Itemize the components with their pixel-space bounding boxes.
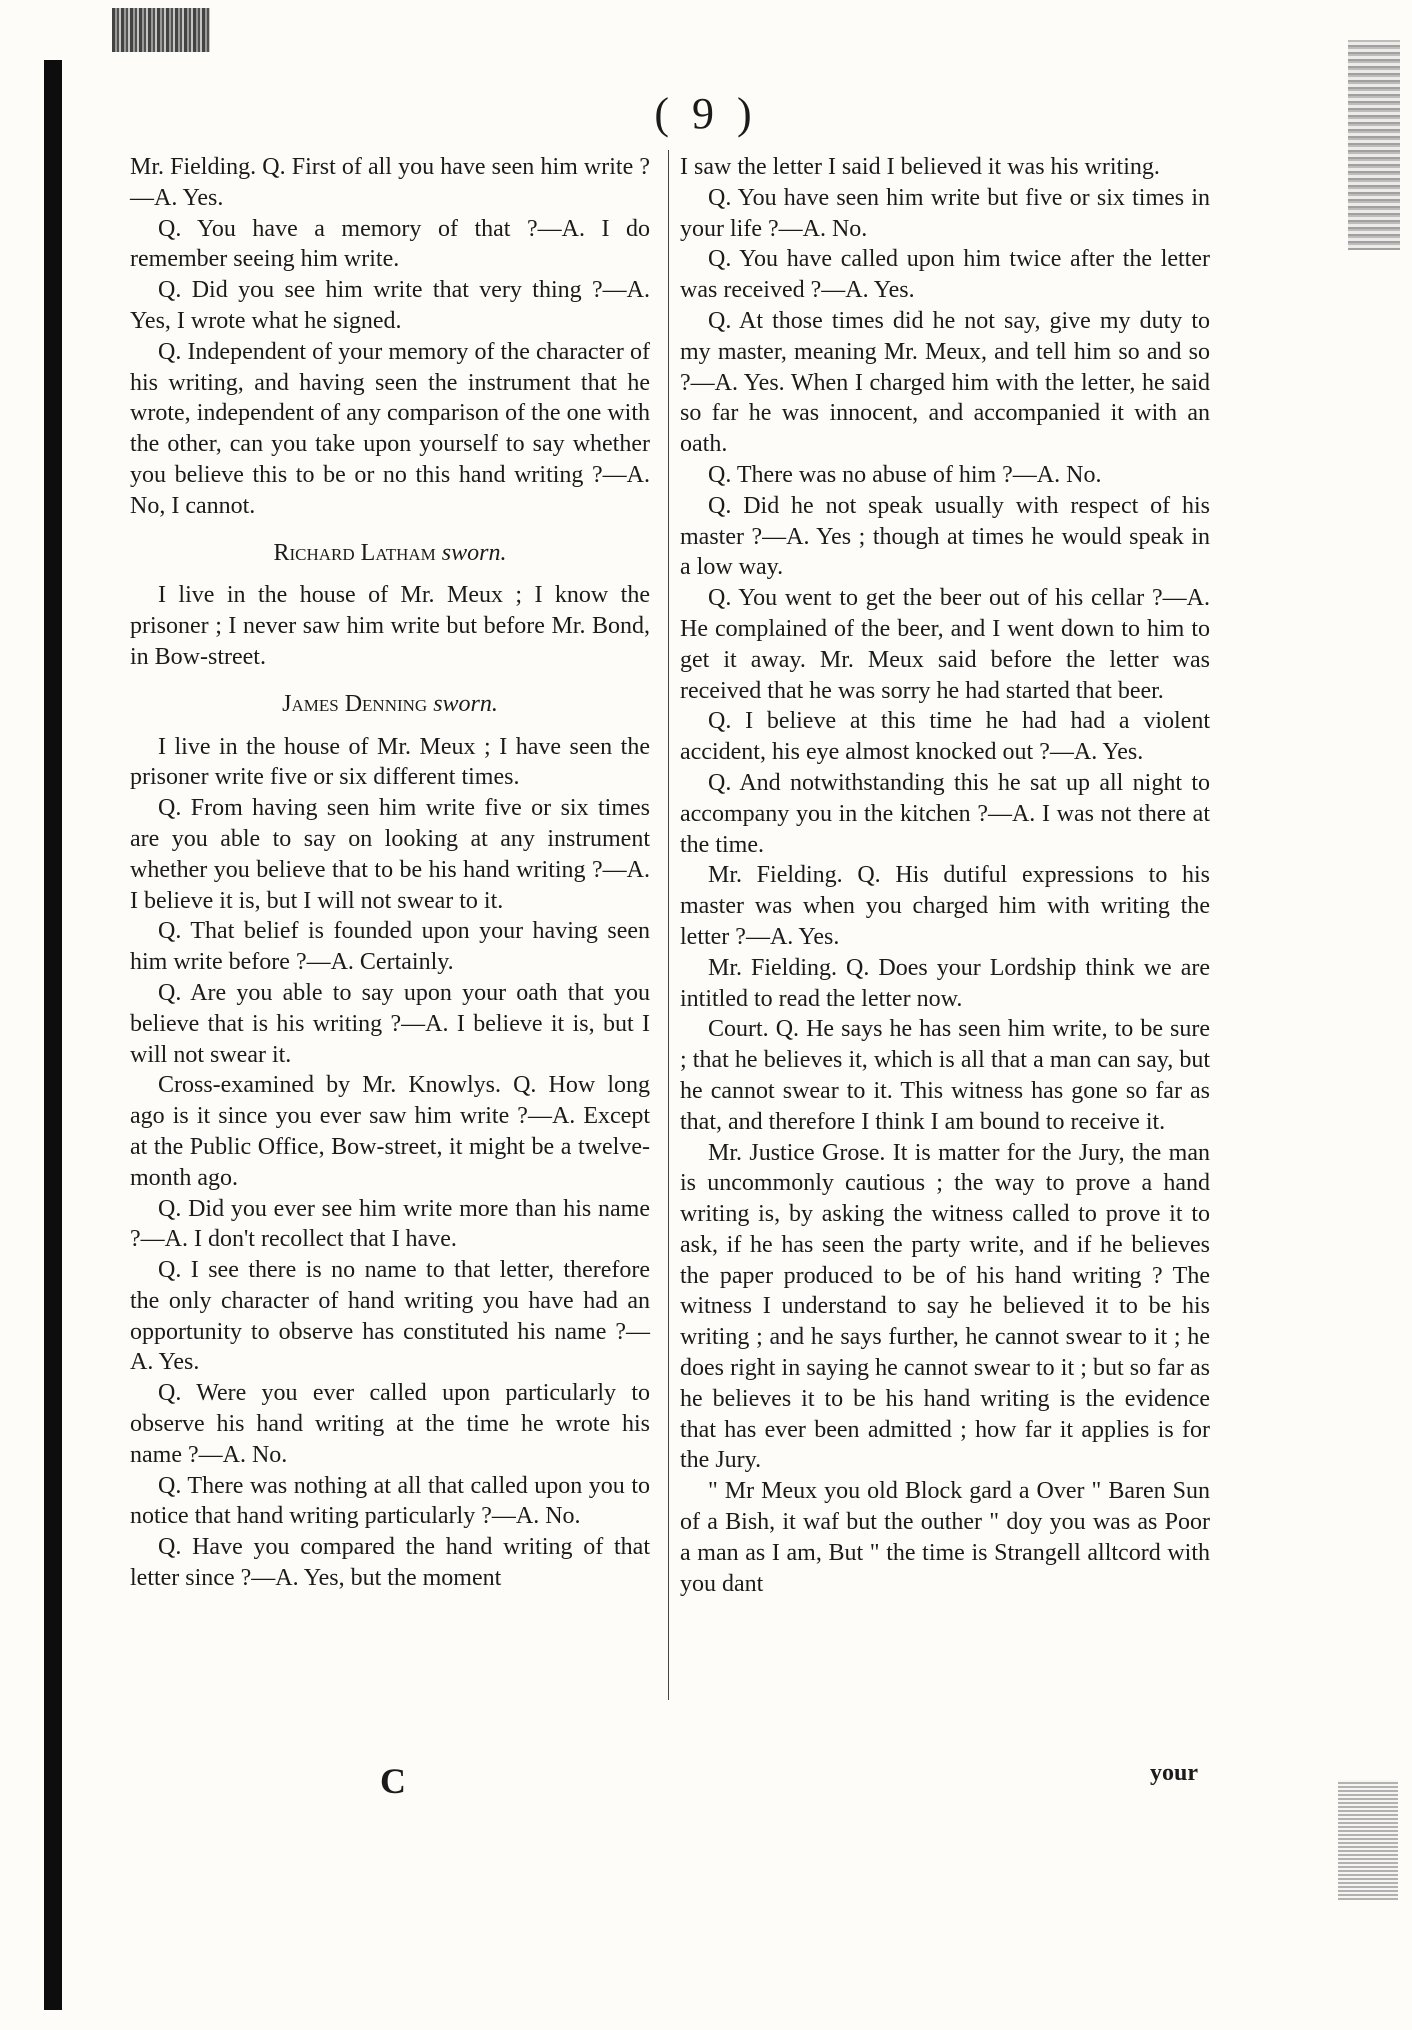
- paragraph: Q. Have you compared the hand writing of that letter since ?—A. Yes, but the moment: [130, 1534, 650, 1592]
- paragraph: Q. You have a memory of that ?—A. I do remember seeing him write.: [130, 215, 650, 273]
- paragraph: Q. I see there is no name to that letter, therefore the only character of hand writing you have had an opportunity to observe has constituted his name ?—A. Yes.: [130, 1257, 650, 1376]
- paragraph: Q. And notwithstanding this he sat up all night to accompany you in the kitchen ?—A. I was not there at the time.: [680, 769, 1210, 858]
- witness-name: Richard Latham: [273, 539, 436, 566]
- witness-heading: [130, 538, 650, 569]
- paragraph: Q. Did he not speak usually with respect of his master ?—A. Yes ; though at times he would speak in a low way.: [680, 492, 1210, 581]
- paragraph: Q. There was nothing at all that called upon you to notice that hand writing particularly ?—A. No.: [130, 1472, 650, 1530]
- catchword: your: [1150, 1760, 1198, 1786]
- left-column: [130, 152, 650, 1594]
- paragraph: Mr. Fielding. Q. His dutiful expressions to his master was when you charged him with writing the letter ?—A. Yes.: [680, 862, 1210, 950]
- paragraph: Q. You went to get the beer out of his cellar ?—A. He complained of the beer, and I went down to him to get it away. Mr. Meux said before the letter was received that he was sorry he had started that beer.: [680, 585, 1210, 704]
- right-column: [680, 152, 1210, 1599]
- quoted-letter: " Mr Meux you old Block gard a Over " Baren Sun of a Bish, it waf but the outher " doy you was as Poor a man as I am, But " the time is Strangell alltcord with you dant: [680, 1478, 1210, 1597]
- paragraph: Q. There was no abuse of him ?—A. No.: [708, 461, 1102, 488]
- paragraph: Q. Were you ever called upon particularly to observe his hand writing at the time he wrote his name ?—A. No.: [130, 1380, 650, 1468]
- page-number: ( 9 ): [654, 89, 758, 138]
- scan-artifact-bottom-right: [1338, 1780, 1398, 1900]
- paragraph: I saw the letter I said I believed it was his writing.: [680, 154, 1160, 180]
- paragraph: Q. Did you ever see him write more than his name ?—A. I don't recollect that I have.: [130, 1195, 650, 1253]
- witness-name: James Denning: [282, 690, 428, 717]
- paragraph: Q. That belief is founded upon your having seen him write before ?—A. Certainly.: [130, 918, 650, 976]
- paragraph: Mr. Fielding. Q. First of all you have seen him write ?—A. Yes.: [130, 154, 650, 211]
- paragraph: Q. I believe at this time he had had a violent accident, his eye almost knocked out ?—A. Yes.: [680, 708, 1210, 766]
- paragraph: I live in the house of Mr. Meux ; I know the prisoner ; I never saw him write but before Mr. Bond, in Bow-street.: [130, 582, 650, 670]
- paragraph: Q. You have called upon him twice after the letter was received ?—A. Yes.: [680, 246, 1210, 304]
- witness-heading: [130, 689, 650, 720]
- paragraph: Q. You have seen him write but five or six times in your life ?—A. No.: [680, 184, 1210, 242]
- paragraph: Mr. Fielding. Q. Does your Lordship think we are intitled to read the letter now.: [680, 954, 1210, 1012]
- paragraph: Court. Q. He says he has seen him write, to be sure ; that he believes it, which is all that a man can say, but he cannot swear to it. This witness has gone so far as that, and therefore I think I am bound to receive it.: [680, 1016, 1210, 1135]
- paragraph: Q. From having seen him write five or six times are you able to say on looking at any instrument whether you believe that to be his hand writing ?—A. I believe it is, but I will not swear to it.: [130, 795, 650, 914]
- scan-artifact-top-left: [112, 8, 210, 52]
- paragraph: Mr. Justice Grose. It is matter for the Jury, the man is uncommonly cautious ; the way to prove a hand writing is, by asking the witness called to prove it to ask, if he has seen the party write, and if he believes the paper produced to be of his hand writing ? The witness I understand to say he believed it to be his writing ; and he says further, he cannot swear to it ; he does right in saying he cannot swear to it ; but so far as he believes it to be his hand writing is the evidence that has ever been admitted ; how far it applies is for the Jury.: [680, 1139, 1210, 1474]
- scan-artifact-top-right: [1348, 40, 1400, 250]
- paragraph: I live in the house of Mr. Meux ; I have seen the prisoner write five or six different times.: [130, 733, 650, 791]
- paragraph: Cross-examined by Mr. Knowlys. Q. How long ago is it since you ever saw him write ?—A. Except at the Public Office, Bow-street, it might be a twelve-month ago.: [130, 1072, 650, 1191]
- column-divider: [668, 150, 669, 1700]
- sworn-label: sworn.: [441, 539, 507, 566]
- sworn-label: sworn.: [433, 690, 498, 717]
- paragraph: Q. At those times did he not say, give my duty to my master, meaning Mr. Meux, and tell him so and so ?—A. Yes. When I charged him with the letter, he said so far he was innocent, and accompanied it with an oath.: [680, 307, 1210, 458]
- signature-mark: C: [380, 1761, 406, 1801]
- scan-edge-shadow: [44, 60, 62, 2010]
- paragraph: Q. Are you able to say upon your oath that you believe that is his writing ?—A. I believe it is, but I will not swear it.: [130, 979, 650, 1068]
- paragraph: Q. Did you see him write that very thing ?—A. Yes, I wrote what he signed.: [130, 277, 650, 334]
- paragraph: Q. Independent of your memory of the character of his writing, and having seen the instrument that he wrote, independent of any comparison of the one with the other, can you take upon yourself to say whether you believe this to be or no this hand writing ?—A. No, I cannot.: [130, 338, 650, 519]
